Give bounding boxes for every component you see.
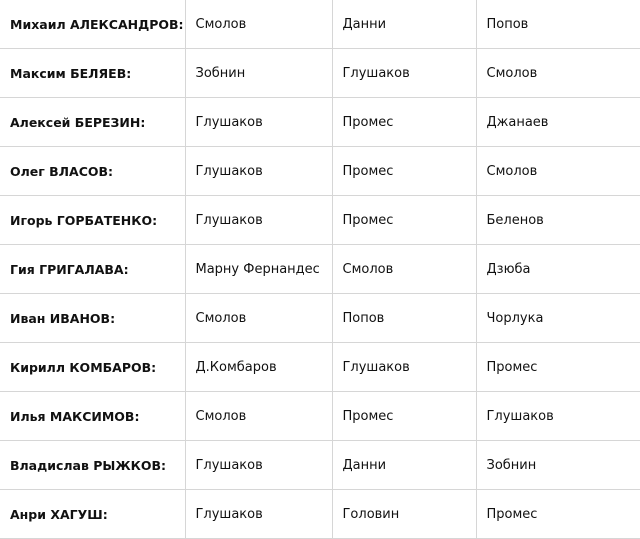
voter-name: Иван ИВАНОВ: — [0, 294, 185, 343]
pick-1: Смолов — [185, 294, 332, 343]
pick-3: Беленов — [476, 196, 640, 245]
voter-name: Гия ГРИГАЛАВА: — [0, 245, 185, 294]
pick-1: Глушаков — [185, 196, 332, 245]
pick-1: Смолов — [185, 392, 332, 441]
pick-2: Данни — [332, 0, 476, 49]
pick-1: Зобнин — [185, 49, 332, 98]
voter-name: Олег ВЛАСОВ: — [0, 147, 185, 196]
pick-2: Данни — [332, 441, 476, 490]
pick-3: Чорлука — [476, 294, 640, 343]
table-row — [0, 0, 640, 49]
voter-name: Кирилл КОМБАРОВ: — [0, 343, 185, 392]
pick-2: Промес — [332, 392, 476, 441]
pick-3: Смолов — [476, 147, 640, 196]
voter-name: Михаил АЛЕКСАНДРОВ: — [0, 0, 185, 49]
pick-2: Глушаков — [332, 343, 476, 392]
table-row — [0, 245, 640, 294]
pick-2: Промес — [332, 147, 476, 196]
pick-2: Глушаков — [332, 49, 476, 98]
table-row — [0, 147, 640, 196]
voter-name: Игорь ГОРБАТЕНКО: — [0, 196, 185, 245]
pick-2: Промес — [332, 196, 476, 245]
pick-3: Промес — [476, 490, 640, 539]
pick-1: Глушаков — [185, 98, 332, 147]
table-row — [0, 196, 640, 245]
table-row — [0, 392, 640, 441]
pick-1: Д.Комбаров — [185, 343, 332, 392]
pick-2: Промес — [332, 98, 476, 147]
pick-1: Глушаков — [185, 147, 332, 196]
pick-3: Зобнин — [476, 441, 640, 490]
table-row — [0, 343, 640, 392]
table-row — [0, 49, 640, 98]
pick-3: Джанаев — [476, 98, 640, 147]
table-row — [0, 441, 640, 490]
voter-name: Владислав РЫЖКОВ: — [0, 441, 185, 490]
pick-3: Смолов — [476, 49, 640, 98]
pick-2: Попов — [332, 294, 476, 343]
table-row — [0, 490, 640, 539]
pick-1: Глушаков — [185, 490, 332, 539]
voter-name: Алексей БЕРЕЗИН: — [0, 98, 185, 147]
table-row — [0, 98, 640, 147]
pick-3: Дзюба — [476, 245, 640, 294]
voter-name: Анри ХАГУШ: — [0, 490, 185, 539]
pick-3: Попов — [476, 0, 640, 49]
voter-name: Максим БЕЛЯЕВ: — [0, 49, 185, 98]
pick-2: Головин — [332, 490, 476, 539]
pick-1: Глушаков — [185, 441, 332, 490]
pick-3: Промес — [476, 343, 640, 392]
pick-3: Глушаков — [476, 392, 640, 441]
voter-name: Илья МАКСИМОВ: — [0, 392, 185, 441]
pick-1: Смолов — [185, 0, 332, 49]
table-row — [0, 294, 640, 343]
pick-2: Смолов — [332, 245, 476, 294]
pick-1: Марну Фернандес — [185, 245, 332, 294]
